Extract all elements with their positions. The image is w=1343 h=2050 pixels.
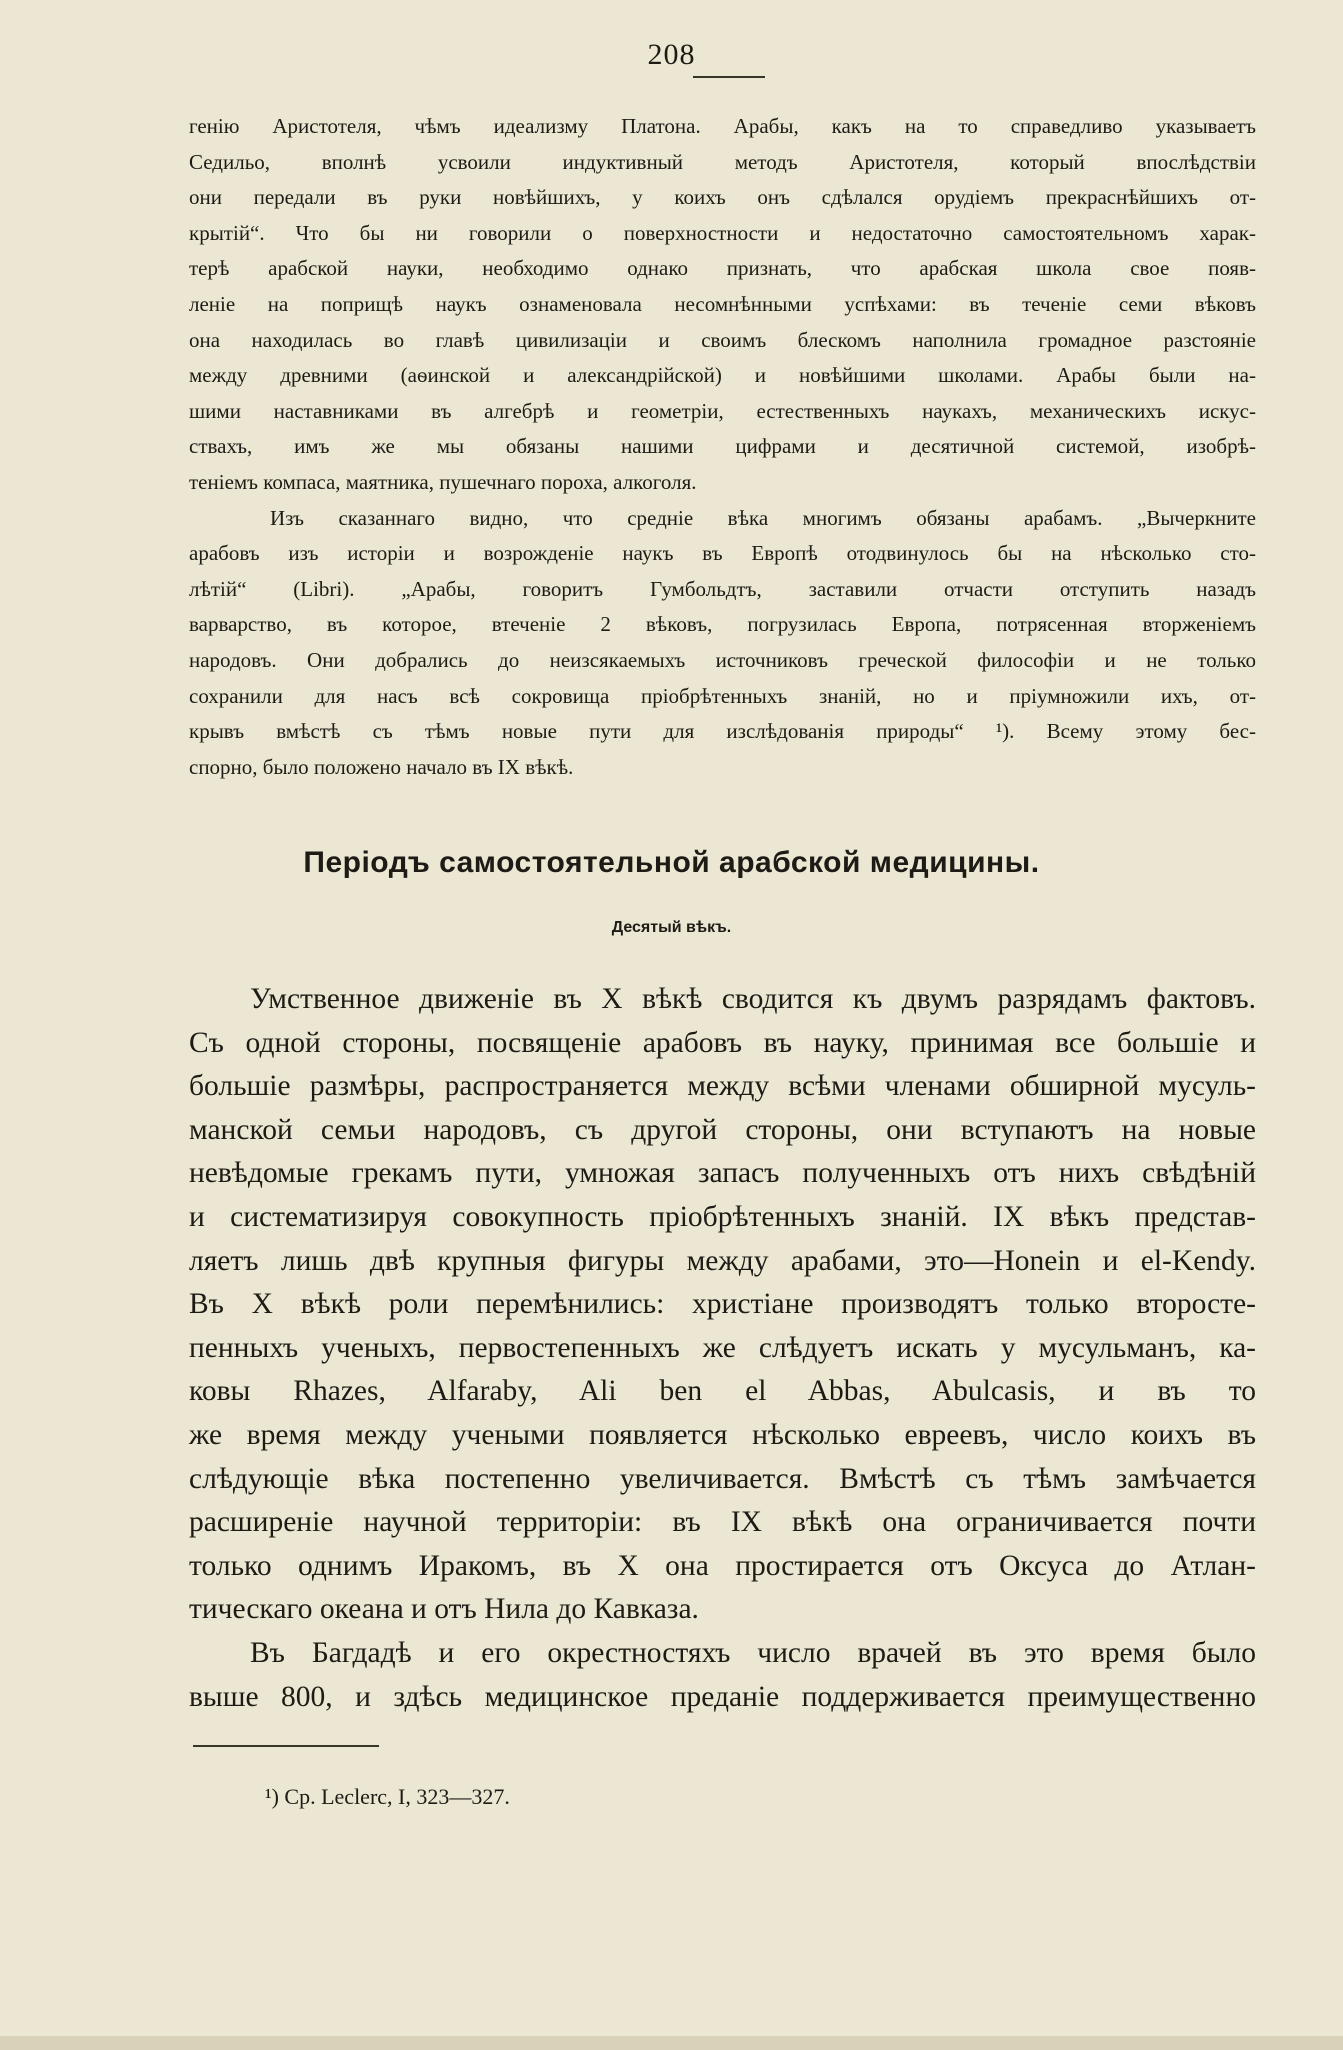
text-line: Седильо, вполнѣ усвоили индуктивный методъ Аристотеля, который впослѣдствіи [189, 149, 1256, 174]
text-line: невѣдомые грекамъ пути, умножая запасъ полученныхъ отъ нихъ свѣдѣній [189, 1157, 1256, 1190]
text-line: леніе на поприщѣ наукъ ознаменовала несомнѣнными успѣхами: въ теченіе семи вѣковъ [189, 291, 1256, 316]
text-line: они передали въ руки новѣйшихъ, у коихъ онъ сдѣлался орудіемъ прекраснѣйшихъ от- [189, 185, 1256, 210]
text-line: ствахъ, имъ же мы обязаны нашими цифрами и десятичной системой, изобрѣ- [189, 434, 1256, 459]
text-line: Изъ сказаннаго видно, что средніе вѣка многимъ обязаны арабамъ. „Вычеркните [270, 505, 1256, 530]
footnote: ¹) Ср. Leclerc, I, 323—327. [265, 1784, 510, 1809]
text-line: сохранили для насъ всѣ сокровища пріобрѣтенныхъ знаній, но и пріумножили ихъ, от- [189, 683, 1256, 708]
text-line: Съ одной стороны, посвященіе арабовъ въ науку, принимая все большіе и [189, 1026, 1256, 1059]
text-line: и систематизируя совокупность пріобрѣтенныхъ знаній. IX вѣкъ представ- [189, 1200, 1256, 1233]
text-line: манской семьи народовъ, съ другой стороны, они вступаютъ на новые [189, 1113, 1256, 1146]
text-line: Умственное движеніе въ X вѣкѣ сводится къ двумъ разрядамъ фактовъ. [250, 983, 1256, 1015]
text-line: крытій“. Что бы ни говорили о поверхностности и недостаточно самостоятельномъ харак- [189, 220, 1256, 245]
text-line: ляетъ лишь двѣ крупныя фигуры между арабами, это—Honein и el-Kendy. [189, 1244, 1256, 1277]
section-heading: Періодъ самостоятельной арабской медицины. [303, 846, 1040, 879]
text-line: слѣдующіе вѣка постепенно увеличивается. Вмѣстѣ съ тѣмъ замѣчается [189, 1462, 1256, 1495]
text-line: Въ Багдадѣ и его окрестностяхъ число врачей въ это время было [250, 1636, 1256, 1669]
text-line: крывъ вмѣстѣ съ тѣмъ новые пути для изслѣдованія природы“ ¹). Всему этому бес- [189, 719, 1256, 744]
text-line: терѣ арабской науки, необходимо однако признать, что арабская школа свое появ- [189, 256, 1256, 281]
text-line: лѣтій“ (Libri). „Арабы, говоритъ Гумбольдтъ, заставили отчасти отступить назадъ [189, 576, 1256, 601]
main-text [189, 978, 1256, 1719]
text-line: пенныхъ ученыхъ, первостепенныхъ же слѣдуетъ искать у мусульманъ, ка- [189, 1331, 1256, 1364]
text-line: арабовъ изъ исторіи и возрожденіе наукъ въ Европѣ отодвинулось бы на нѣсколько сто- [189, 541, 1256, 566]
text-line: тическаго океана и отъ Нила до Кавказа. [189, 1593, 699, 1626]
footnote-rule [193, 1745, 379, 1747]
text-line: же время между учеными появляется нѣсколько евреевъ, число коихъ въ [189, 1418, 1256, 1451]
text-line: расширеніе научной территоріи: въ IX вѣкѣ она ограничивается почти [189, 1506, 1256, 1539]
text-line: выше 800, и здѣсь медицинское преданіе поддерживается преимущественно [189, 1680, 1256, 1713]
text-line: только однимъ Иракомъ, въ X она простирается отъ Оксуса до Атлан- [189, 1549, 1256, 1582]
text-line: между древними (аѳинской и александрійской) и новѣйшими школами. Арабы были на- [189, 363, 1256, 388]
text-line: шими наставниками въ алгебрѣ и геометріи, естественныхъ наукахъ, механическихъ искус- [189, 398, 1256, 423]
page-number: 208 [647, 38, 696, 71]
text-line: генію Аристотеля, чѣмъ идеализму Платона. Арабы, какъ на то справедливо указываетъ [189, 114, 1256, 138]
text-line: варварство, въ которое, втеченіе 2 вѣковъ, погрузилась Европа, потрясенная вторженіемъ [189, 612, 1256, 637]
text-line: спорно, было положено начало въ IX вѣкѣ. [189, 754, 574, 779]
text-line: большіе размѣры, распространяется между всѣми членами обширной мусуль- [189, 1070, 1256, 1103]
page-bottom-edge [0, 2036, 1343, 2050]
text-line: народовъ. Они добрались до неизсякаемыхъ источниковъ греческой философіи и не только [189, 647, 1256, 672]
text-line: она находилась во главѣ цивилизаціи и своимъ блескомъ наполнила громадное разстояніе [189, 327, 1256, 352]
page-number-rule [693, 76, 765, 78]
text-line: Въ X вѣкѣ роли перемѣнились: христіане производятъ только второсте- [189, 1288, 1256, 1321]
intro-text [189, 109, 1256, 785]
section-subheading: Десятый вѣкъ. [611, 919, 732, 936]
text-line: теніемъ компаса, маятника, пушечнаго пороха, алкоголя. [189, 469, 697, 494]
text-line: ковы Rhazes, Alfaraby, Ali ben el Abbas, Abulcasis, и въ то [189, 1375, 1256, 1408]
